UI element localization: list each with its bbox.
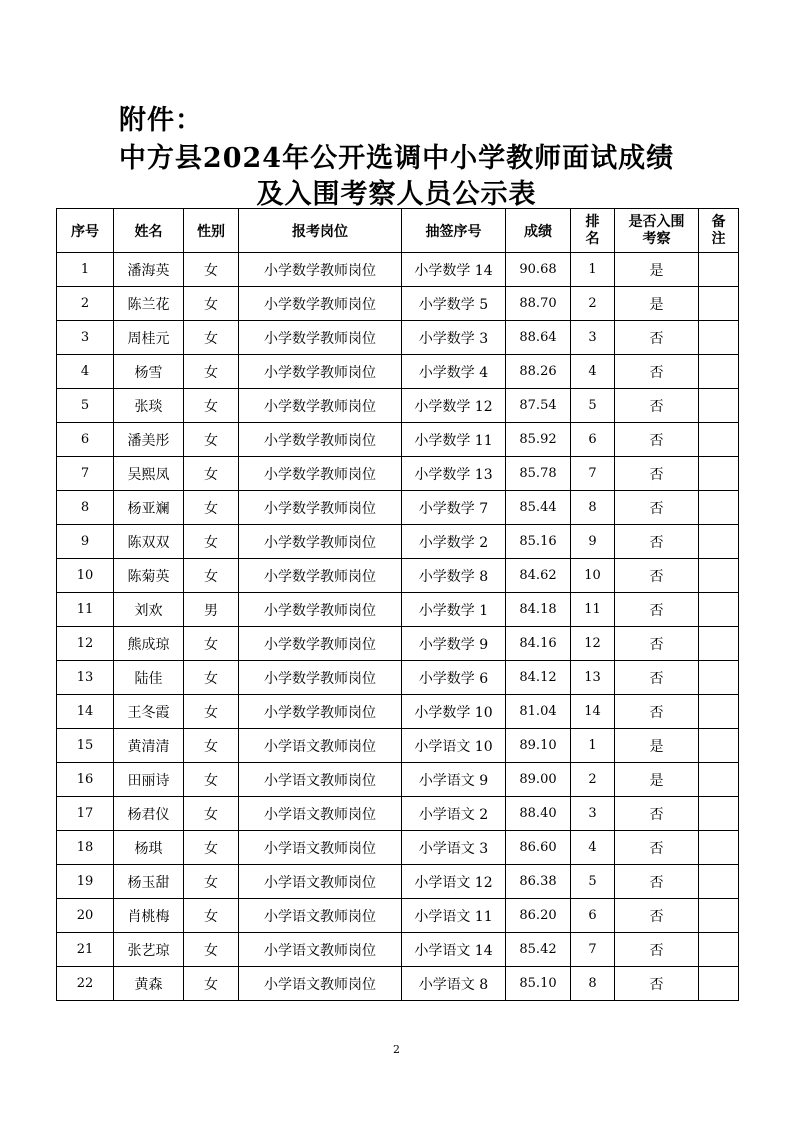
- cell-position: 小学数学教师岗位: [239, 389, 402, 423]
- cell-name: 潘美彤: [114, 423, 184, 457]
- cell-remarks: [699, 695, 739, 729]
- header-col-name: 姓名: [114, 209, 184, 253]
- cell-gender: 女: [184, 253, 239, 287]
- cell-draw-number: 小学数学 8: [402, 559, 506, 593]
- cell-draw-number: 小学数学 4: [402, 355, 506, 389]
- cell-remarks: [699, 865, 739, 899]
- cell-remarks: [699, 321, 739, 355]
- header-col-rank: 排 名: [571, 209, 615, 253]
- cell-shortlisted: 否: [615, 355, 699, 389]
- cell-score: 88.40: [506, 797, 571, 831]
- cell-name: 张琰: [114, 389, 184, 423]
- cell-rank: 2: [571, 763, 615, 797]
- cell-draw-number: 小学数学 11: [402, 423, 506, 457]
- cell-score: 84.18: [506, 593, 571, 627]
- cell-draw-number: 小学数学 3: [402, 321, 506, 355]
- cell-rank: 8: [571, 967, 615, 1001]
- cell-score: 89.10: [506, 729, 571, 763]
- table-row: [57, 355, 739, 389]
- cell-remarks: [699, 253, 739, 287]
- table-row: [57, 593, 739, 627]
- table-row: [57, 525, 739, 559]
- cell-rank: 12: [571, 627, 615, 661]
- cell-remarks: [699, 763, 739, 797]
- cell-gender: 女: [184, 457, 239, 491]
- cell-position: 小学语文教师岗位: [239, 967, 402, 1001]
- cell-rank: 8: [571, 491, 615, 525]
- cell-score: 87.54: [506, 389, 571, 423]
- cell-rank: 6: [571, 899, 615, 933]
- cell-rank: 1: [571, 253, 615, 287]
- cell-index: 16: [57, 763, 114, 797]
- cell-rank: 4: [571, 831, 615, 865]
- cell-gender: 女: [184, 355, 239, 389]
- cell-remarks: [699, 593, 739, 627]
- attachment-label: 附件：: [119, 105, 203, 136]
- cell-position: 小学语文教师岗位: [239, 831, 402, 865]
- table-row: [57, 253, 739, 287]
- cell-position: 小学语文教师岗位: [239, 763, 402, 797]
- cell-name: 潘海英: [114, 253, 184, 287]
- cell-gender: 女: [184, 865, 239, 899]
- cell-index: 7: [57, 457, 114, 491]
- cell-draw-number: 小学语文 12: [402, 865, 506, 899]
- cell-index: 9: [57, 525, 114, 559]
- cell-remarks: [699, 627, 739, 661]
- cell-rank: 5: [571, 865, 615, 899]
- cell-position: 小学数学教师岗位: [239, 627, 402, 661]
- cell-draw-number: 小学数学 5: [402, 287, 506, 321]
- cell-name: 肖桃梅: [114, 899, 184, 933]
- cell-gender: 女: [184, 763, 239, 797]
- cell-shortlisted: 否: [615, 593, 699, 627]
- cell-score: 85.42: [506, 933, 571, 967]
- cell-shortlisted: 否: [615, 321, 699, 355]
- cell-position: 小学数学教师岗位: [239, 457, 402, 491]
- cell-rank: 11: [571, 593, 615, 627]
- cell-draw-number: 小学语文 9: [402, 763, 506, 797]
- cell-draw-number: 小学数学 13: [402, 457, 506, 491]
- cell-score: 86.38: [506, 865, 571, 899]
- cell-index: 3: [57, 321, 114, 355]
- cell-name: 吴熙凤: [114, 457, 184, 491]
- cell-name: 杨雪: [114, 355, 184, 389]
- cell-rank: 1: [571, 729, 615, 763]
- page-number: 2: [393, 1043, 400, 1056]
- cell-shortlisted: 否: [615, 933, 699, 967]
- document-title-line-1: 中方县2024年公开选调中小学教师面试成绩: [118, 143, 675, 174]
- cell-shortlisted: 否: [615, 525, 699, 559]
- header-col-remarks: 备 注: [699, 209, 739, 253]
- cell-position: 小学数学教师岗位: [239, 593, 402, 627]
- cell-position: 小学数学教师岗位: [239, 695, 402, 729]
- table-row: [57, 559, 739, 593]
- cell-draw-number: 小学数学 10: [402, 695, 506, 729]
- cell-name: 田丽诗: [114, 763, 184, 797]
- cell-index: 18: [57, 831, 114, 865]
- table-row: [57, 865, 739, 899]
- cell-index: 8: [57, 491, 114, 525]
- cell-remarks: [699, 661, 739, 695]
- cell-gender: 女: [184, 729, 239, 763]
- cell-score: 85.16: [506, 525, 571, 559]
- table-row: [57, 491, 739, 525]
- cell-rank: 3: [571, 321, 615, 355]
- results-table: [56, 208, 739, 1001]
- header-col-shortlisted: 是否入围 考察: [615, 209, 699, 253]
- cell-score: 86.20: [506, 899, 571, 933]
- cell-score: 85.10: [506, 967, 571, 1001]
- cell-position: 小学数学教师岗位: [239, 559, 402, 593]
- cell-index: 11: [57, 593, 114, 627]
- cell-remarks: [699, 491, 739, 525]
- cell-remarks: [699, 389, 739, 423]
- table-row: [57, 321, 739, 355]
- cell-index: 21: [57, 933, 114, 967]
- cell-name: 陆佳: [114, 661, 184, 695]
- cell-shortlisted: 否: [615, 831, 699, 865]
- cell-remarks: [699, 287, 739, 321]
- document-title-line-2: 及入围考察人员公示表: [256, 179, 537, 210]
- cell-score: 90.68: [506, 253, 571, 287]
- cell-position: 小学语文教师岗位: [239, 933, 402, 967]
- cell-position: 小学数学教师岗位: [239, 423, 402, 457]
- table-row: [57, 831, 739, 865]
- cell-rank: 4: [571, 355, 615, 389]
- cell-remarks: [699, 967, 739, 1001]
- cell-gender: 女: [184, 525, 239, 559]
- cell-rank: 5: [571, 389, 615, 423]
- table-row: [57, 423, 739, 457]
- cell-score: 88.64: [506, 321, 571, 355]
- cell-score: 88.70: [506, 287, 571, 321]
- cell-index: 14: [57, 695, 114, 729]
- cell-position: 小学数学教师岗位: [239, 355, 402, 389]
- cell-name: 陈菊英: [114, 559, 184, 593]
- cell-shortlisted: 否: [615, 661, 699, 695]
- cell-shortlisted: 否: [615, 423, 699, 457]
- cell-position: 小学数学教师岗位: [239, 253, 402, 287]
- header-col-draw-number: 抽签序号: [402, 209, 506, 253]
- cell-position: 小学数学教师岗位: [239, 491, 402, 525]
- cell-gender: 男: [184, 593, 239, 627]
- cell-shortlisted: 否: [615, 797, 699, 831]
- cell-draw-number: 小学语文 14: [402, 933, 506, 967]
- cell-draw-number: 小学语文 11: [402, 899, 506, 933]
- cell-position: 小学数学教师岗位: [239, 287, 402, 321]
- cell-shortlisted: 是: [615, 763, 699, 797]
- table-row: [57, 933, 739, 967]
- cell-name: 杨玉甜: [114, 865, 184, 899]
- cell-remarks: [699, 355, 739, 389]
- cell-index: 22: [57, 967, 114, 1001]
- cell-score: 85.78: [506, 457, 571, 491]
- cell-draw-number: 小学语文 10: [402, 729, 506, 763]
- cell-name: 杨君仪: [114, 797, 184, 831]
- cell-remarks: [699, 457, 739, 491]
- cell-name: 陈兰花: [114, 287, 184, 321]
- cell-gender: 女: [184, 627, 239, 661]
- cell-gender: 女: [184, 661, 239, 695]
- cell-rank: 13: [571, 661, 615, 695]
- cell-index: 6: [57, 423, 114, 457]
- table-header-row: [57, 209, 739, 253]
- cell-name: 张艺琼: [114, 933, 184, 967]
- cell-score: 84.12: [506, 661, 571, 695]
- cell-score: 84.16: [506, 627, 571, 661]
- cell-gender: 女: [184, 321, 239, 355]
- cell-rank: 6: [571, 423, 615, 457]
- cell-name: 刘欢: [114, 593, 184, 627]
- cell-score: 89.00: [506, 763, 571, 797]
- cell-rank: 7: [571, 457, 615, 491]
- cell-gender: 女: [184, 967, 239, 1001]
- cell-remarks: [699, 423, 739, 457]
- header-col-gender: 性别: [184, 209, 239, 253]
- cell-position: 小学语文教师岗位: [239, 899, 402, 933]
- cell-shortlisted: 是: [615, 729, 699, 763]
- cell-draw-number: 小学数学 12: [402, 389, 506, 423]
- table-row: [57, 899, 739, 933]
- cell-draw-number: 小学数学 14: [402, 253, 506, 287]
- cell-draw-number: 小学语文 8: [402, 967, 506, 1001]
- cell-score: 86.60: [506, 831, 571, 865]
- table-row: [57, 627, 739, 661]
- cell-position: 小学语文教师岗位: [239, 865, 402, 899]
- cell-index: 2: [57, 287, 114, 321]
- cell-draw-number: 小学数学 2: [402, 525, 506, 559]
- cell-shortlisted: 否: [615, 457, 699, 491]
- cell-gender: 女: [184, 389, 239, 423]
- header-col-index: 序号: [57, 209, 114, 253]
- cell-index: 17: [57, 797, 114, 831]
- cell-position: 小学数学教师岗位: [239, 525, 402, 559]
- cell-index: 12: [57, 627, 114, 661]
- cell-index: 19: [57, 865, 114, 899]
- cell-shortlisted: 否: [615, 627, 699, 661]
- cell-rank: 10: [571, 559, 615, 593]
- cell-draw-number: 小学语文 3: [402, 831, 506, 865]
- table-row: [57, 797, 739, 831]
- cell-draw-number: 小学语文 2: [402, 797, 506, 831]
- cell-score: 85.92: [506, 423, 571, 457]
- table-body: [57, 253, 739, 1001]
- cell-shortlisted: 否: [615, 389, 699, 423]
- cell-name: 杨亚斓: [114, 491, 184, 525]
- cell-position: 小学语文教师岗位: [239, 797, 402, 831]
- cell-index: 4: [57, 355, 114, 389]
- cell-shortlisted: 否: [615, 491, 699, 525]
- cell-name: 杨琪: [114, 831, 184, 865]
- cell-gender: 女: [184, 559, 239, 593]
- cell-name: 熊成琼: [114, 627, 184, 661]
- cell-remarks: [699, 525, 739, 559]
- cell-draw-number: 小学数学 6: [402, 661, 506, 695]
- cell-shortlisted: 是: [615, 253, 699, 287]
- cell-score: 84.62: [506, 559, 571, 593]
- cell-gender: 女: [184, 695, 239, 729]
- header-col-position: 报考岗位: [239, 209, 402, 253]
- cell-shortlisted: 否: [615, 865, 699, 899]
- table-row: [57, 967, 739, 1001]
- cell-draw-number: 小学数学 9: [402, 627, 506, 661]
- header-col-score: 成绩: [506, 209, 571, 253]
- cell-position: 小学数学教师岗位: [239, 321, 402, 355]
- cell-position: 小学数学教师岗位: [239, 661, 402, 695]
- cell-shortlisted: 否: [615, 899, 699, 933]
- cell-gender: 女: [184, 287, 239, 321]
- cell-rank: 9: [571, 525, 615, 559]
- table-row: [57, 729, 739, 763]
- cell-name: 王冬霞: [114, 695, 184, 729]
- cell-remarks: [699, 729, 739, 763]
- cell-name: 黄清清: [114, 729, 184, 763]
- cell-gender: 女: [184, 933, 239, 967]
- cell-shortlisted: 否: [615, 559, 699, 593]
- cell-draw-number: 小学数学 1: [402, 593, 506, 627]
- cell-rank: 2: [571, 287, 615, 321]
- cell-shortlisted: 否: [615, 967, 699, 1001]
- cell-draw-number: 小学数学 7: [402, 491, 506, 525]
- cell-index: 13: [57, 661, 114, 695]
- cell-name: 周桂元: [114, 321, 184, 355]
- cell-name: 陈双双: [114, 525, 184, 559]
- cell-name: 黄森: [114, 967, 184, 1001]
- table-row: [57, 287, 739, 321]
- cell-gender: 女: [184, 491, 239, 525]
- cell-index: 20: [57, 899, 114, 933]
- cell-gender: 女: [184, 899, 239, 933]
- cell-remarks: [699, 899, 739, 933]
- cell-index: 5: [57, 389, 114, 423]
- cell-gender: 女: [184, 831, 239, 865]
- cell-rank: 3: [571, 797, 615, 831]
- cell-rank: 7: [571, 933, 615, 967]
- table-row: [57, 457, 739, 491]
- cell-rank: 14: [571, 695, 615, 729]
- cell-index: 10: [57, 559, 114, 593]
- table-row: [57, 695, 739, 729]
- cell-index: 15: [57, 729, 114, 763]
- table-row: [57, 763, 739, 797]
- table-row: [57, 661, 739, 695]
- cell-index: 1: [57, 253, 114, 287]
- cell-remarks: [699, 559, 739, 593]
- cell-remarks: [699, 831, 739, 865]
- cell-shortlisted: 否: [615, 695, 699, 729]
- cell-score: 81.04: [506, 695, 571, 729]
- cell-shortlisted: 是: [615, 287, 699, 321]
- cell-position: 小学语文教师岗位: [239, 729, 402, 763]
- cell-remarks: [699, 933, 739, 967]
- table-row: [57, 389, 739, 423]
- cell-score: 85.44: [506, 491, 571, 525]
- cell-remarks: [699, 797, 739, 831]
- cell-score: 88.26: [506, 355, 571, 389]
- cell-gender: 女: [184, 423, 239, 457]
- cell-gender: 女: [184, 797, 239, 831]
